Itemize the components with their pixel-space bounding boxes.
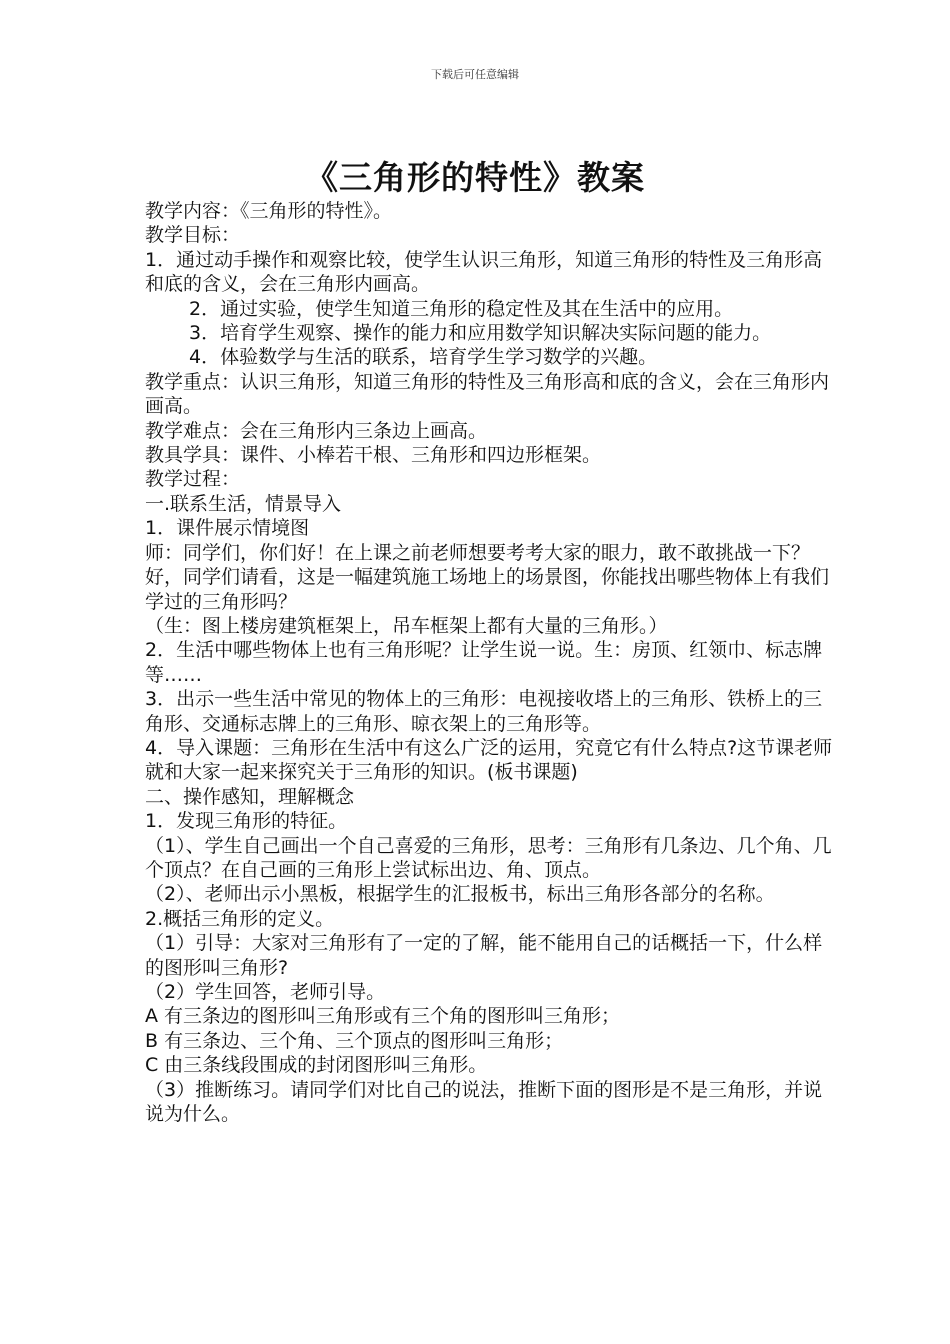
paragraph: A 有三条边的图形叫三角形或有三个角的图形叫三角形； <box>145 1005 621 1028</box>
paragraph: 一.联系生活，情景导入 <box>145 492 342 515</box>
document-title: 《三角形的特性》教案 <box>305 158 645 197</box>
paragraph: （1）、学生自己画出一个自己喜爱的三角形，思考：三角形有几条边、几个角、几个顶点？在自己画的三角形上尝试标出边、角、顶点。 <box>145 834 832 881</box>
paragraph: 教具学具：课件、小棒若干根、三角形和四边形框架。 <box>145 444 602 467</box>
paragraph: 4．体验数学与生活的联系，培育学生学习数学的兴趣。 <box>189 346 658 369</box>
paragraph: 二、操作感知，理解概念 <box>145 785 355 808</box>
header-note: 下载后可任意编辑 <box>431 68 519 81</box>
paragraph: B 有三条边、三个角、三个顶点的图形叫三角形； <box>145 1029 564 1052</box>
paragraph: 2.概括三角形的定义。 <box>145 907 335 930</box>
paragraph: 1．课件展示情境图 <box>145 517 310 540</box>
paragraph: C 由三条线段围成的封闭图形叫三角形。 <box>145 1054 488 1077</box>
paragraph: 1．发现三角形的特征。 <box>145 810 348 833</box>
paragraph: 教学过程： <box>145 468 241 491</box>
paragraph: （生：图上楼房建筑框架上，吊车框架上都有大量的三角形。） <box>145 614 668 637</box>
paragraph: 2．生活中哪些物体上也有三角形呢？让学生说一说。生：房顶、红领巾、标志牌等…… <box>145 639 823 686</box>
paragraph: （3）推断练习。请同学们对比自己的说法，推断下面的图形是不是三角形，并说说为什么。 <box>145 1078 823 1126</box>
paragraph: 师：同学们，你们好！在上课之前老师想要考考大家的眼力，敢不敢挑战一下？ 好，同学们请看，这是一幅建筑施工场地上的场景图，你能找出哪些物体上有我们学过的三角形吗？ <box>145 541 830 613</box>
paragraph: 教学重点：认识三角形，知道三角形的特性及三角形高和底的含义，会在三角形内画高。 <box>145 370 830 418</box>
paragraph: （2）、老师出示小黑板，根据学生的汇报板书，标出三角形各部分的名称。 <box>145 883 775 906</box>
paragraph: （2）学生回答，老师引导。 <box>145 981 386 1003</box>
paragraph: 4．导入课题：三角形在生活中有这么广泛的运用，究竟它有什么特点?这节课老师就和大家一起来探究关于三角形的知识。(板书课题) <box>145 736 833 784</box>
paragraph: 1．通过动手操作和观察比较，使学生认识三角形，知道三角形的特性及三角形高和底的含义，会在三角形内画高。 <box>145 248 823 296</box>
paragraph: 教学难点：会在三角形内三条边上画高。 <box>145 419 488 442</box>
paragraph: 3．培育学生观察、操作的能力和应用数学知识解决实际问题的能力。 <box>189 322 772 345</box>
paragraph: （1）引导：大家对三角形有了一定的了解，能不能用自己的话概括一下，什么样的图形叫三角形? <box>145 932 823 979</box>
paragraph: 教学目标： <box>145 224 241 247</box>
document-body <box>145 199 835 1126</box>
paragraph: 2．通过实验，使学生知道三角形的稳定性及其在生活中的应用。 <box>189 297 734 320</box>
paragraph: 教学内容：《三角形的特性》。 <box>145 200 393 222</box>
paragraph: 3．出示一些生活中常见的物体上的三角形：电视接收塔上的三角形、铁桥上的三角形、交通标志牌上的三角形、晾衣架上的三角形等。 <box>145 688 823 735</box>
